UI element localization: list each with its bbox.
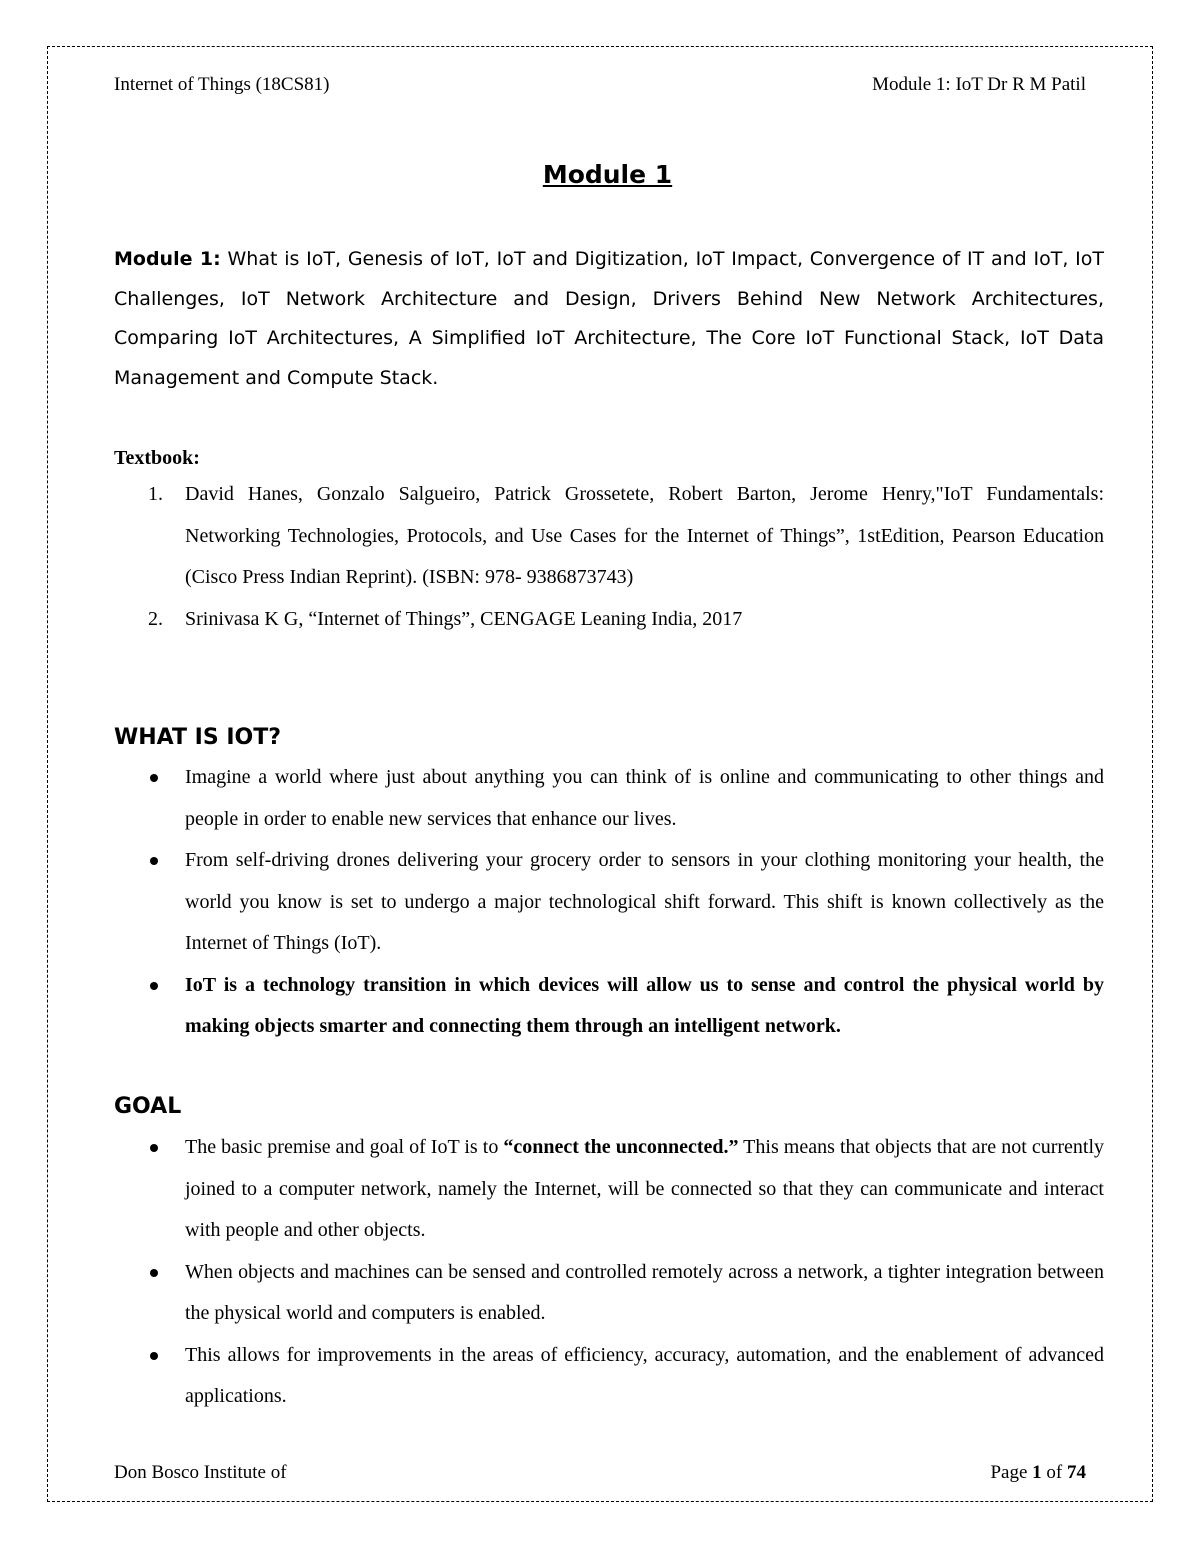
list-item-text: Srinivasa K G, “Internet of Things”, CENGAGE Leaning India, 2017: [185, 607, 743, 630]
bullet-icon: [150, 1352, 158, 1360]
textbook-label: Textbook:: [114, 447, 200, 469]
list-item: [114, 599, 1104, 641]
page-total: 74: [1067, 1462, 1086, 1483]
list-item-text: David Hanes, Gonzalo Salgueiro, Patrick Grossetete, Robert Barton, Jerome Henry,"IoT Fundamentals: Networking Technologies, Protocols, and Use Cases for the Internet of Things”, 1stEdition, Pearson Education (Cisco Press Indian Reprint). (ISBN: 978- 9386873743): [185, 483, 1104, 588]
section-heading-what-is-iot: WHAT IS IOT?: [114, 725, 282, 750]
list-item: [114, 1335, 1104, 1418]
bullet-icon: [150, 1269, 158, 1277]
list-item-text: This allows for improvements in the areas of efficiency, accuracy, automation, and the enablement of advanced applications.: [185, 1343, 1104, 1407]
list-item: [114, 840, 1104, 965]
section-heading-goal: GOAL: [114, 1094, 182, 1119]
goal-bullets: [114, 1127, 1104, 1418]
module-overview-label: Module 1:: [114, 248, 221, 270]
list-item-text: Imagine a world where just about anything you can think of is online and communicating to other things and people in order to enable new services that enhance our lives.: [185, 766, 1104, 830]
list-item: [114, 757, 1104, 840]
what-is-iot-bullets: [114, 757, 1104, 1048]
list-item-text: When objects and machines can be sensed and controlled remotely across a network, a tighter integration between the physical world and computers is enabled.: [185, 1260, 1104, 1324]
module-overview-text: What is IoT, Genesis of IoT, IoT and Digitization, IoT Impact, Convergence of IT and IoT, IoT Challenges, IoT Network Architecture and Design, Drivers Behind New Network Architectures, Comparing IoT Architectures, A Simplified IoT Architecture, The Core IoT Functional Stack, IoT Data Management and Compute Stack.: [114, 248, 1104, 389]
bullet-icon: [150, 774, 158, 782]
list-number: 2.: [148, 607, 163, 630]
header-course-title: Internet of Things (18CS81): [114, 74, 330, 95]
list-item: [114, 1252, 1104, 1335]
list-item: [114, 965, 1104, 1048]
list-item-text: The basic premise and goal of IoT is to: [185, 1136, 504, 1158]
page-label: Page: [990, 1462, 1033, 1483]
list-item: [114, 1127, 1104, 1252]
list-number: 1.: [148, 483, 163, 505]
bullet-icon: [150, 1144, 158, 1152]
bullet-icon: [150, 982, 158, 990]
page-current: 1: [1032, 1462, 1042, 1483]
list-item-text: From self-driving drones delivering your grocery order to sensors in your clothing monitoring your health, the world you know is set to undergo a major technological shift forward. This shift is known collectively as the Internet of Things (IoT).: [185, 849, 1104, 954]
textbook-list: [114, 474, 1104, 640]
footer-institute: Don Bosco Institute of: [114, 1462, 287, 1483]
footer-page-number: [990, 1461, 1086, 1485]
module-overview: [114, 240, 1104, 398]
list-item-text: This means that objects that are not currently joined to a computer network, namely the Internet, will be connected so that they can communicate and interact with people and other objects.: [185, 1136, 1105, 1241]
list-item: [114, 474, 1104, 599]
bullet-icon: [150, 857, 158, 865]
header-module-author: Module 1: IoT Dr R M Patil: [872, 74, 1086, 95]
list-item-text: IoT is a technology transition in which devices will allow us to sense and control the physical world by making objects smarter and connecting them through an intelligent network.: [185, 973, 1104, 1037]
emphasis-text: “connect the unconnected.”: [503, 1136, 739, 1158]
page-title: Module 1: [542, 160, 673, 189]
page-separator: of: [1041, 1462, 1067, 1483]
